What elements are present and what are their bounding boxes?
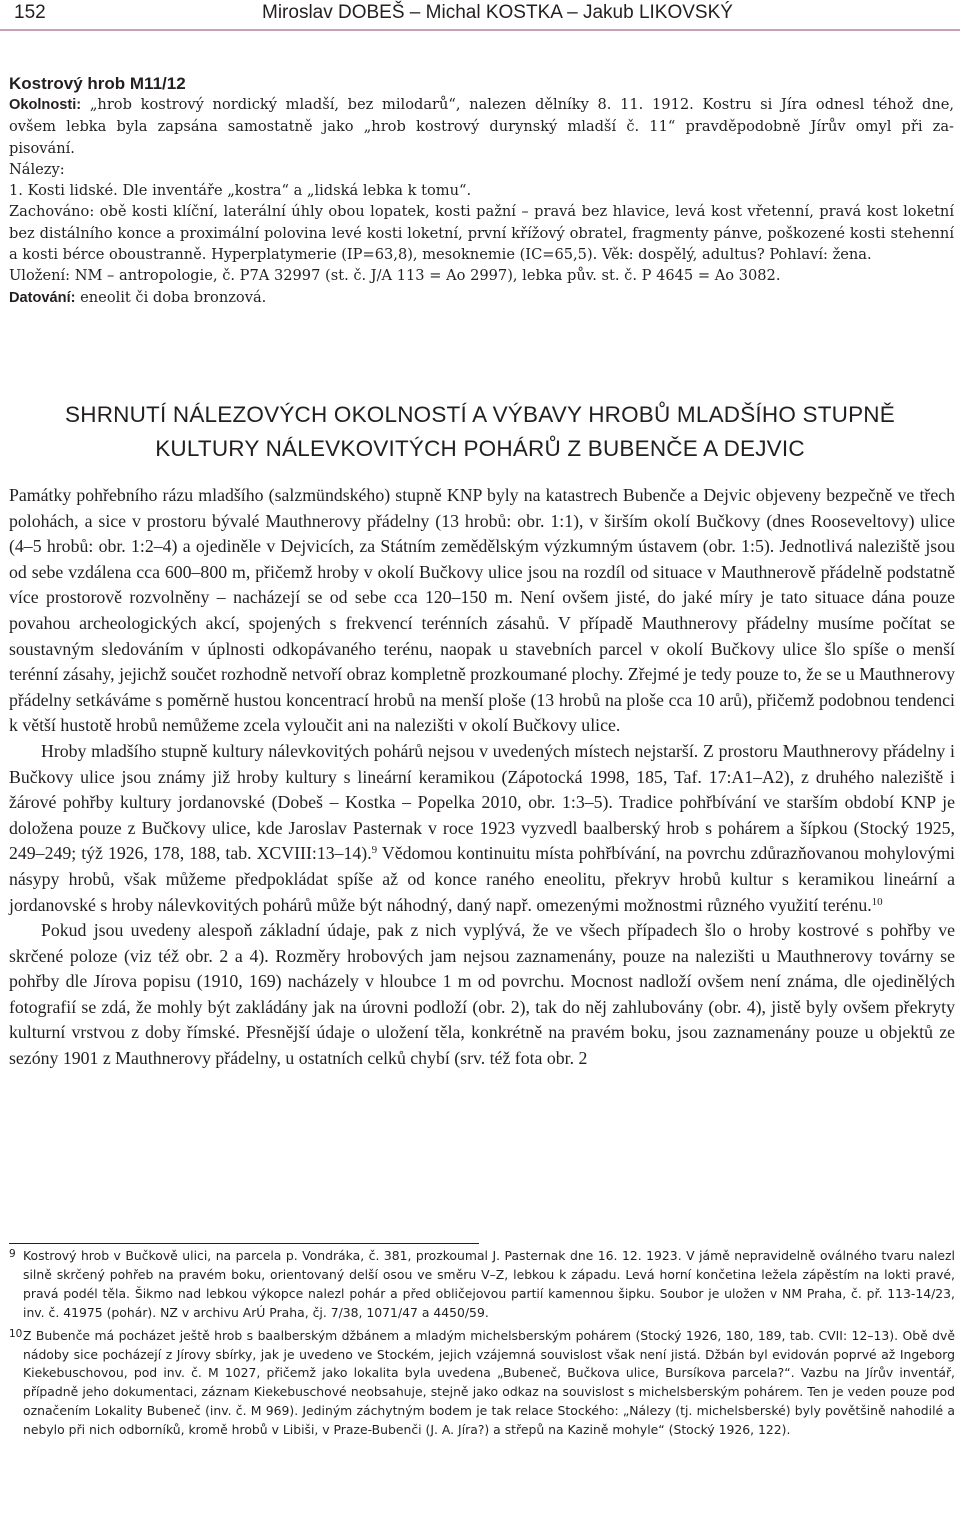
grave-entry: [9, 73, 954, 309]
section-heading-line-2: KULTURY NÁLEVKOVITÝCH POHÁRŮ Z BUBENČE A DEJVIC: [155, 436, 805, 461]
circumstances-label: Okolnosti:: [9, 97, 82, 113]
circumstances-line-1: [9, 94, 954, 116]
header-rule: [0, 29, 960, 31]
circumstances-text-1: „hrob kostrový nordický mladší, bez milodarů“, nalezen dělníky 8. 11. 1912. Kostru si Jíra odnesl téhož dne,: [89, 96, 954, 113]
footnote-text: Kostrový hrob v Bučkově ulici, na parcela p. Vondráka, č. 381, prozkoumal J. Pasternak dne 16. 12. 1923. V jámě nepravidelně oválného tvaru nalezl silně skrčený pohřeb na pravém boku, orientovaný delší osou ve směru V–Z, lebkou k západu. Levá horní končetina ležela zápěstím na lokti pravé, pravá podél těla. Šikmo nad lebkou výkopce nalezl pohár a před obličejovou partií kamennou šipku. Soubor je uložen v NM Praha, č. př. 113-14/23, inv. č. 41975 (pohár). NZ v archivu ArÚ Praha, čj. 7/38, 1071/47 a 4450/59.: [23, 1248, 955, 1320]
footnotes: [9, 1247, 955, 1444]
grave-title: Kostrový hrob M11/12: [9, 74, 186, 93]
footnote-ref-9[interactable]: 9: [371, 844, 378, 857]
body-text: [9, 483, 955, 1072]
section-heading: [0, 398, 960, 466]
footnote-10: [9, 1327, 955, 1440]
dating-value: eneolit či doba bronzová.: [80, 288, 267, 306]
finds-item: 1. Kosti lidské. Dle inventáře „kostra“ a „lidská lebka k tomu“.: [9, 182, 472, 200]
storage-info: Uložení: NM – antropologie, č. P7A 32997 (st. č. J/A 113 = Ao 2997), lebka pův. st. č. P 4645 = Ao 3082.: [9, 267, 781, 285]
page-header: [0, 0, 960, 30]
running-head-authors: Miroslav DOBEŠ – Michal KOSTKA – Jakub LIKOVSKÝ: [262, 2, 733, 23]
finds-label: Nálezy:: [9, 160, 65, 178]
circumstances-line-2: ovšem lebka byla zapsána samostatně jako „hrob kostrový durynský mladší č. 11“ pravděpodobně Jírův omyl při za-: [9, 118, 954, 136]
footnote-9: [9, 1247, 955, 1323]
paragraph-1: Památky pohřebního rázu mladšího (salzmündského) stupně KNP byly na katastrech Bubenče a Dejvic objeveny bezpečně ve třech polohách, a sice v prostoru bývalé Mauthnerovy přádelny (13 hrobů: obr. 1:1), v širším okolí Bučkovy (dnes Rooseveltovy) ulice (4–5 hrobů: obr. 1:2–4) a ojediněle v Dejvicích, za Státním zemědělským výzkumným ústavem (obr. 1:5). Jednotlivá naleziště jsou od sebe vzdálena cca 600–800 m, přičemž hroby v okolí Bučkovy ulice jsou na rozdíl od situace v Mauthnerově přádelně podstatně více prostorově rozvolněny – nacházejí se od sebe cca 120–150 m. Není ovšem jisté, do jaké míry je tato situace dána pouze povahou archeologických akcí, spojených s frekvencí terénních zásahů. V případě Mauthnerovy přádelny musíme počítat se soustavným sledováním v úplnosti odkopávaného terénu, naopak u stavebních parcel v okolí Bučkovy ulice šlo spíše o menší terénní zásahy, jejichž součet rozhodně netvoří obraz kompletně prozkoumané plochy. Zřejmé je tedy pouze to, že se u Mauthnerovy přádelny setkáváme s poměrně hustou koncentrací hrobů na menší ploše (13 hrobů na ploše cca 10 arů), přičemž podobnou tendenci k větší hustotě hrobů nemůžeme zcela vyloučit ani na nalezišti v okolí Bučkovy ulice.: [9, 485, 955, 736]
circumstances-line-3: pisování.: [9, 139, 75, 157]
footnote-rule: [9, 1243, 479, 1244]
preserved-bones: Zachováno: obě kosti klíční, laterální úhly obou lopatek, kosti pažní – pravá bez hlavice, levá kost vřetenní, pravá kost loketní bez distálního konce a proximální polovina levé kosti loketní, první křížový obratel, fragmenty pánve, poškozené kosti stehenní a kosti bérce oboustranně. Hyperplatymerie (IP=63,8), mesoknemie (IC=65,5). Věk: dospělý, adultus? Pohlaví: žena.: [9, 203, 954, 264]
paragraph-2-continued: Vědomou kontinuitu místa pohřbívání, na povrchu zdůrazňovanou mohylovými násypy hrobů, však můžeme předpokládat spíše až od konce raného eneolitu, překryv hrobů kultur s keramikou lineární a jordanovské s hroby nálevkovitých pohárů může být náhodný, daný např. omezenými možnostmi různého využití terénu.: [9, 843, 955, 915]
footnote-number: 10: [9, 1327, 23, 1340]
footnote-text: Z Bubenče má pocházet ještě hrob s baalberským džbánem a mladým michelsberským pohárem (Stocký 1926, 180, 189, tab. CVII: 12–13). Obě dvě nádoby sice pocházejí z Jírovy sbírky, jak je uvedeno ve Stockém, jejich vzájemná souvislost však není jistá. Džbán byl evidován poprvé až Ingeborg Kiekebuschovou, pod inv. č. M 1027, přičemž jako lokalita byla uvedena „Bubeneč, Bučkova ulice, Bursíkova parcela?“. Vazbu na Jírův inventář, případně jeho dokumentaci, záznam Kiekebuschové neobsahuje, stejně jako odkaz na souvislost s michelsberským pohárem. Ten je veden pouze pod označením Lokality Bubeneč (inv. č. M 969). Jediným záchytným bodem je tak relace Stockého: „Nálezy (tj. michelsberské) byly povětšině nahodilé a nebylo při nich odborníků, kromě hrobů v Libiši, v Praze-Bubenči (J. A. Jíra?) a střepů na Kazině mohyle“ (Stocký 1926, 122).: [23, 1327, 955, 1438]
footnote-number: 9: [9, 1248, 16, 1260]
page-number: 152: [14, 2, 46, 23]
section-heading-line-1: SHRNUTÍ NÁLEZOVÝCH OKOLNOSTÍ A VÝBAVY HROBŮ MLADŠÍHO STUPNĚ: [65, 402, 895, 427]
dating-line: [9, 287, 954, 309]
paragraph-2-text: Hroby mladšího stupně kultury nálevkovitých pohárů nejsou v uvedených místech nejstarší. Z prostoru Mauthnerovy přádelny i Bučkovy ulice jsou známy již hroby kultury s lineární keramikou (Zápotocká 1998, 185, Taf. 17:A1–A2), z druhého naleziště i žárové pohřby kultury jordanovské (Dobeš – Kostka – Popelka 2010, obr. 1:3–5). Tradice pohřbívání ve starším období KNP je doložena pouze z Bučkovy ulice, kde Jaroslav Pasternak v roce 1923 vyzvedl baalberský hrob s pohárem a šípkou (Stocký 1925, 249–249; týž 1926, 178, 188, tab. XCVIII:13–14).: [9, 740, 955, 864]
paragraph-2: [9, 739, 955, 918]
dating-label: Datování:: [9, 289, 76, 306]
footnote-ref-10[interactable]: 10: [871, 895, 883, 908]
paragraph-3: Pokud jsou uvedeny alespoň základní údaje, pak z nich vyplývá, že ve všech případech šlo o hroby kostrové s pohřby ve skrčené poloze (viz též obr. 2 a 4). Rozměry hrobových jam nejsou zaznamenány, pouze na nalezišti u Mauthnerovy továrny se pohřby dle Jírova popisu (1910, 169) nacházely v hloubce 1 m od povrchu. Mocnost nadloží ovšem není známa, dle ojedinělých fotografií se zdá, že mohly být zakládány jak na úrovni podloží (obr. 2), tak do něj zahlubovány (obr. 4), jistě byly ovšem překryty kulturní vrstvou z doby římské. Přesnější údaje o uložení těla, konkrétně na pravém boku, jsou zaznamenány pouze u objektů ze sezóny 1901 z Mauthnerovy přádelny, u ostatních celků chybí (srv. též fota obr. 2: [9, 920, 955, 1069]
